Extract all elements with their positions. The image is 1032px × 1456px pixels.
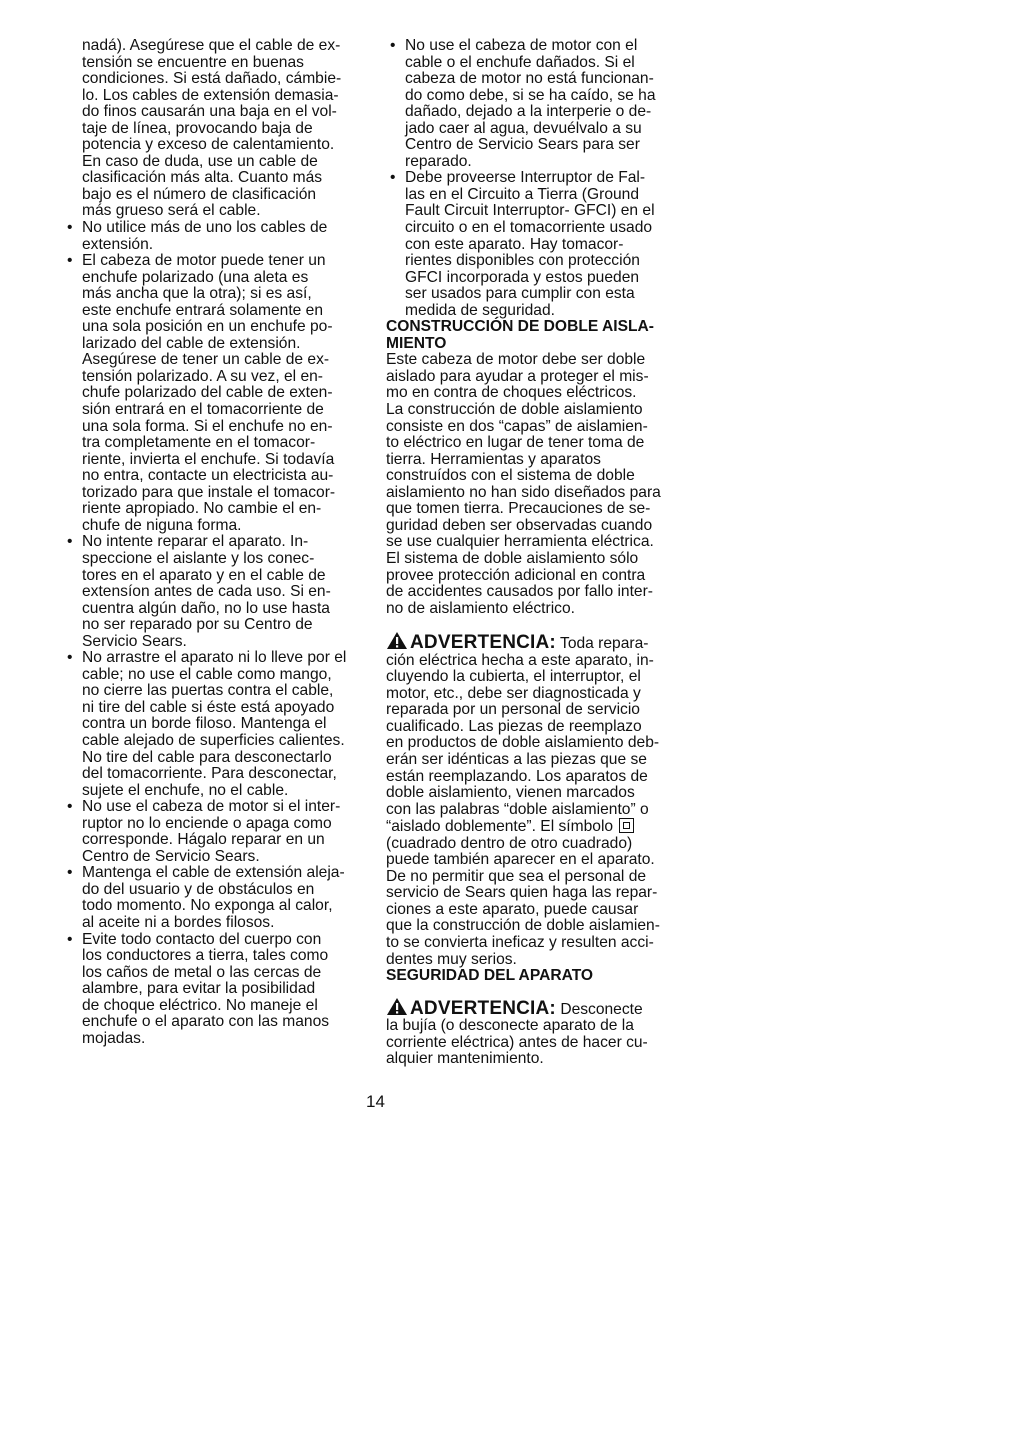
left-bullet-line: torizado para que instale el tomacor- [82, 483, 336, 501]
left-bullet-line: tra completamente en el tomacor- [82, 434, 316, 452]
right-bullet-line: ser usados para cumplir con esta [405, 285, 635, 303]
left-bullet-line: Servicio Sears. [82, 632, 187, 650]
intro-line: taje de línea, provocando baja de [82, 119, 313, 137]
symbol-line-text: “aislado doblemente”. El símbolo [386, 818, 614, 836]
warning-disconnect-first-line [386, 997, 676, 1019]
di-body-line: construídos con el sistema de doble [386, 467, 635, 485]
warning-repair-symbol-line [386, 818, 676, 836]
left-bullet-item [63, 220, 359, 253]
right-bullet-line: jado caer al agua, devuélvalo a su [405, 119, 642, 137]
left-bullet-line: • No arrastre el aparato ni lo lleve por el [82, 649, 347, 667]
left-bullet-item [63, 932, 359, 1048]
right-bullet-line: GFCI incorporada y estos pueden [405, 268, 640, 286]
right-bullet-line: con este aparato. Hay tomacor- [405, 235, 624, 253]
di-body-line: tierra. Herramientas y aparatos [386, 450, 601, 468]
left-bullet-line: extensión. [82, 235, 154, 253]
double-insulation-symbol-icon [619, 818, 634, 833]
double-insulation-body [386, 352, 676, 617]
left-bullet-line: no cierre las puertas contra el cable, [82, 682, 334, 700]
left-bullet-line: speccione el aislante y los conec- [82, 549, 315, 567]
warning-disconnect-title: ADVERTENCIA: [410, 997, 556, 1019]
right-bullet-line: circuito o en el tomacorriente usado [405, 219, 653, 237]
left-bullet-line: ni tire del cable si éste está apoyado [82, 698, 335, 716]
double-insulation-heading [386, 319, 676, 352]
double-insulation-section [386, 319, 676, 617]
di-body-line: La construcción de doble aislamiento [386, 401, 643, 419]
right-bullet-line: • No use el cabeza de motor con el [405, 37, 638, 54]
left-bullet-line: este enchufe entrará solamente en [82, 301, 323, 319]
left-bullet-line: más ancha que la otra); si es así, [82, 285, 312, 303]
di-body-line: consiste en dos “capas” de aislamien- [386, 417, 648, 435]
di-heading-line: MIENTO [386, 334, 447, 352]
left-bullet-line: chufe polarizado del cable de exten- [82, 384, 333, 402]
di-body-line: mo en contra de choques eléctricos. [386, 384, 637, 402]
warning-triangle-icon [386, 997, 408, 1016]
left-bullet-line: una sola posición en un enchufe po- [82, 318, 333, 336]
right-bullet-item [386, 170, 676, 319]
warning-repair-title: ADVERTENCIA: [410, 632, 556, 654]
warning-repair [386, 631, 676, 968]
warning-repair-line: en productos de doble aislamiento deb- [386, 734, 660, 752]
warning-repair-body [386, 653, 676, 818]
intro-line: condiciones. Si está dañado, cámbie- [82, 70, 342, 88]
left-bullet-line: sión entrará en el tomacorriente de [82, 401, 324, 419]
intro-paragraph [63, 38, 359, 220]
left-bullet-line: no ser reparado por su Centro de [82, 616, 313, 634]
right-bullet-line: Fault Circuit Interruptor- GFCI) en el [405, 202, 655, 220]
left-bullet-line: cuentra algún daño, no lo use hasta [82, 599, 330, 617]
warning-repair-line: reparada por un personal de servicio [386, 701, 640, 719]
left-bullet-line: corresponde. Hágalo reparar en un [82, 831, 325, 849]
left-bullet-line: • Mantenga el cable de extensión aleja- [82, 864, 345, 882]
warning-disconnect-lead: Desconecte [560, 1000, 643, 1018]
left-bullet-line: ruptor no lo enciende o apaga como [82, 814, 332, 832]
left-bullet-item [63, 799, 359, 865]
di-body-line: se use cualquier herramienta eléctrica. [386, 533, 654, 551]
di-body-line: provee protección adicional en contra [386, 566, 646, 584]
right-bullet-line: reparado. [405, 152, 472, 170]
warning-repair-after-line: puede también aparecer en el aparato. [386, 851, 655, 869]
left-bullet-item [63, 253, 359, 534]
left-bullet-item [63, 865, 359, 931]
left-bullet-line: de choque eléctrico. No maneje el [82, 996, 318, 1014]
warning-repair-line: con las palabras “doble aislamiento” o [386, 800, 649, 818]
left-bullet-line: sujete el enchufe, no el cable. [82, 781, 289, 799]
right-bullet-line: las en el Circuito a Tierra (Ground [405, 185, 640, 203]
warning-disconnect-line: la bujía (o desconecte aparato de la [386, 1017, 634, 1035]
right-bullet-line: do como debe, si se ha caído, se ha [405, 86, 656, 104]
warning-repair-line: motor, etc., debe ser diagnosticada y [386, 684, 641, 702]
right-bullet-line: rientes disponibles con protección [405, 252, 640, 270]
right-bullet-line: cable o el enchufe dañados. Si el [405, 53, 635, 71]
warning-repair-line: cluyendo la cubierta, el interruptor, el [386, 668, 641, 686]
right-bullet-item [386, 38, 676, 170]
warning-repair-after-line: (cuadrado dentro de otro cuadrado) [386, 834, 633, 852]
left-bullet-line: enchufe o el aparato con las manos [82, 1013, 330, 1031]
left-bullet-line: del tomacorriente. Para desconectar, [82, 765, 337, 783]
warning-repair-after-line: De no permitir que sea el personal de [386, 867, 647, 885]
di-body-line: de accidentes causados por fallo inter- [386, 583, 653, 601]
warning-disconnect-body [386, 1018, 676, 1068]
right-bullet-line: Centro de Servicio Sears para ser [405, 136, 640, 154]
intro-line: tensión se encuentre en buenas [82, 53, 304, 71]
left-bullet-line: No tire del cable para desconectarlo [82, 748, 332, 766]
left-bullet-line: larizado del cable de extensión. [82, 334, 301, 352]
left-bullet-line: los conductores a tierra, tales como [82, 947, 329, 965]
intro-line: potencia y exceso de calentamiento. [82, 136, 335, 154]
intro-line: En caso de duda, use un cable de [82, 152, 318, 170]
left-bullet-line: los caños de metal o las cercas de [82, 963, 322, 981]
right-bullet-list [386, 38, 676, 319]
di-body-line: guridad deben ser observadas cuando [386, 516, 653, 534]
di-body-line: no de aislamiento eléctrico. [386, 599, 575, 617]
right-bullet-line: cabeza de motor no está funcionan- [405, 70, 654, 88]
di-body-line: Este cabeza de motor debe ser doble [386, 351, 646, 369]
intro-line: bajo es el número de clasificación [82, 185, 317, 203]
intro-line: clasificación más alta. Cuanto más [82, 169, 323, 187]
left-bullet-line: tores en el aparato y en el cable de [82, 566, 326, 584]
di-body-line: aislamiento no han sido diseñados para [386, 483, 661, 501]
di-body-line: to eléctrico en lugar de tener toma de [386, 434, 645, 452]
left-bullet-line: una sola forma. Si el enchufe no en- [82, 417, 333, 435]
left-bullet-line: enchufe polarizado (una aleta es [82, 268, 309, 286]
left-bullet-line: Centro de Servicio Sears. [82, 847, 260, 865]
right-bullet-line: medida de seguridad. [405, 301, 555, 319]
intro-line: nadá). Asegúrese que el cable de ex- [82, 37, 341, 54]
warning-repair-body-continued [386, 836, 676, 968]
left-bullet-line: riente, invierta el enchufe. Si todavía [82, 450, 335, 468]
warning-repair-after-line: servicio de Sears quien haga las repar- [386, 884, 658, 902]
left-bullet-line: tensión polarizado. A su vez, el en- [82, 367, 323, 385]
warning-repair-line: cualificado. Las piezas de reemplazo [386, 717, 642, 735]
left-bullet-line: al aceite ni a bordes filosos. [82, 913, 275, 931]
intro-line: do finos causarán una baja en el vol- [82, 103, 337, 121]
warning-repair-line: ción eléctrica hecha a este aparato, in- [386, 651, 654, 669]
left-bullet-line: todo momento. No exponga al calor, [82, 897, 333, 915]
left-bullet-line: cable alejado de superficies calientes. [82, 731, 345, 749]
intro-line: lo. Los cables de extensión demasia- [82, 86, 339, 104]
left-bullet-line: • No intente reparar el aparato. In- [82, 533, 309, 551]
warning-triangle-icon [386, 631, 408, 650]
right-bullet-line: dañado, dejado a la interperie o de- [405, 103, 652, 121]
page-number: 14 [366, 1092, 385, 1111]
left-bullet-line: chufe de niguna forma. [82, 516, 242, 534]
warning-repair-line: erán ser idénticas a las piezas que se [386, 750, 647, 768]
left-bullet-line: mojadas. [82, 1029, 146, 1047]
warning-repair-after-line: ciones a este aparato, puede causar [386, 900, 639, 918]
left-bullet-item [63, 534, 359, 650]
warning-repair-lead: Toda repara- [560, 635, 649, 653]
warning-disconnect [386, 997, 676, 1068]
right-bullet-line: • Debe proveerse Interruptor de Fal- [405, 169, 646, 187]
left-bullet-line: extensíon antes de cada uso. Si en- [82, 583, 331, 601]
warning-repair-after-line: dentes muy serios. [386, 950, 517, 968]
di-heading-line: CONSTRUCCIÓN DE DOBLE AISLA- [386, 318, 654, 336]
left-bullet-line: no entra, contacte un electricista au- [82, 467, 334, 485]
left-bullet-line: Asegúrese de tener un cable de ex- [82, 351, 330, 369]
di-body-line: El sistema de doble aislamiento sólo [386, 549, 639, 567]
warning-repair-after-line: que la construcción de doble aislamien- [386, 917, 660, 935]
left-bullet-line: • Evite todo contacto del cuerpo con [82, 930, 322, 948]
left-bullet-line: • El cabeza de motor puede tener un [82, 252, 326, 270]
left-bullet-item [63, 650, 359, 799]
right-column [386, 38, 676, 1068]
appliance-safety-heading: SEGURIDAD DEL APARATO [386, 967, 594, 985]
left-bullet-line: riente apropiado. No cambie el en- [82, 500, 322, 518]
left-bullet-line: contra un borde filoso. Mantenga el [82, 715, 327, 733]
left-bullet-list [63, 220, 359, 1047]
left-bullet-line: • No utilice más de uno los cables de [82, 219, 328, 237]
left-bullet-line: • No use el cabeza de motor si el inter- [82, 798, 341, 816]
warning-repair-line: están reemplazando. Los aparatos de [386, 767, 648, 785]
warning-disconnect-line: alquier mantenimiento. [386, 1050, 544, 1068]
left-bullet-line: alambre, para evitar la posibilidad [82, 980, 316, 998]
warning-repair-after-line: to se convierta ineficaz y resulten acci- [386, 933, 654, 951]
left-bullet-line: cable; no use el cable como mango, [82, 665, 332, 683]
left-column [63, 38, 359, 1047]
intro-line: más grueso será el cable. [82, 202, 261, 220]
warning-repair-line: doble aislamiento, vienen marcados [386, 784, 635, 802]
warning-disconnect-line: corriente eléctrica) antes de hacer cu- [386, 1033, 648, 1051]
warning-repair-first-line [386, 631, 676, 653]
di-body-line: aislado para ayudar a proteger el mis- [386, 367, 649, 385]
di-body-line: que tomen tierra. Precauciones de se- [386, 500, 651, 518]
left-bullet-line: do del usuario y de obstáculos en [82, 880, 315, 898]
